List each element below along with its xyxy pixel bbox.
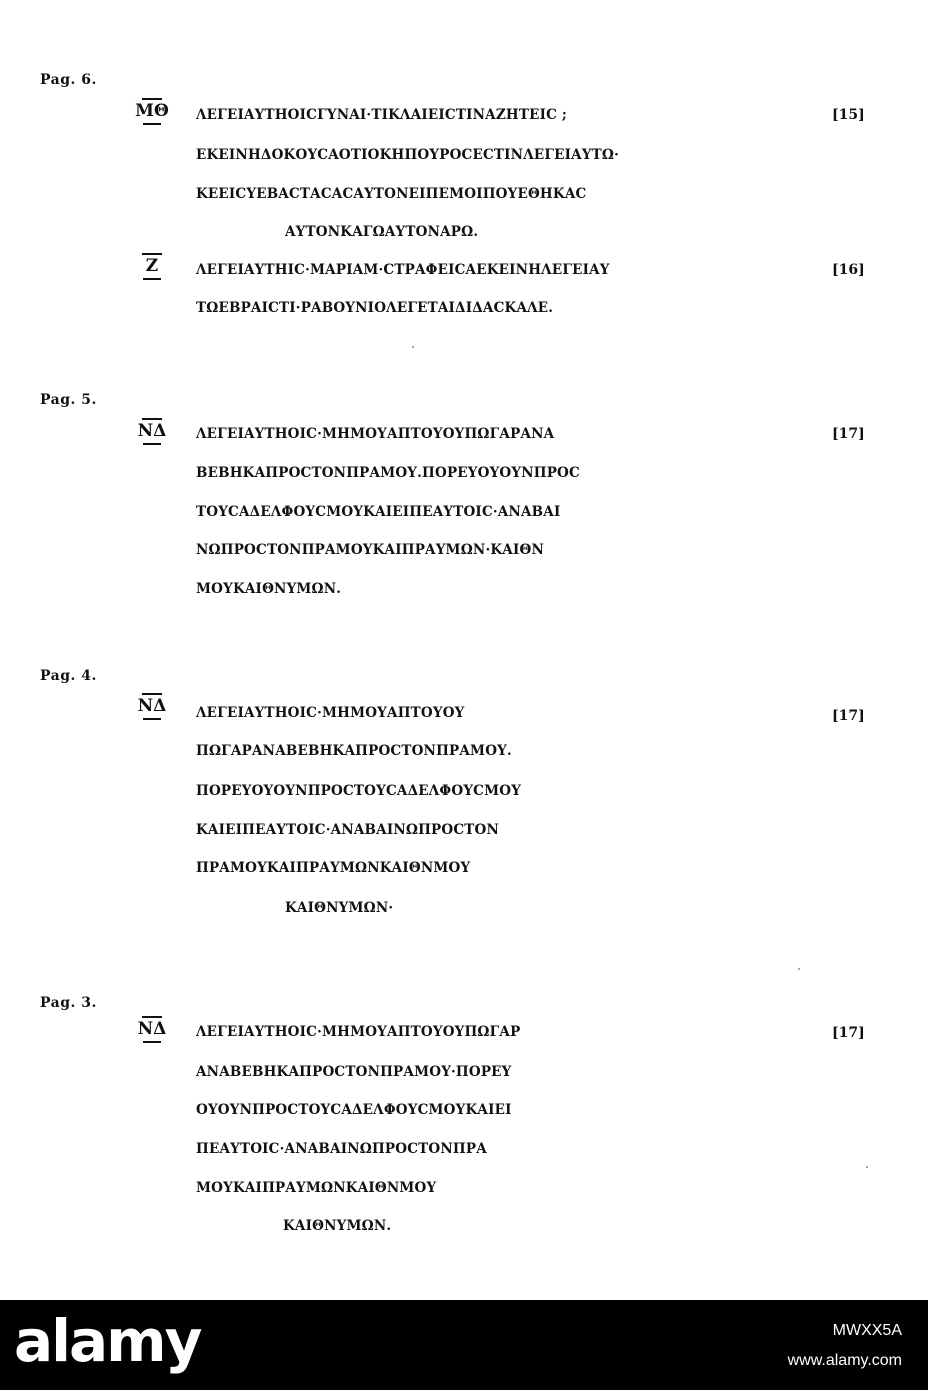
text-line: ΠΕΑΥΤΟΙϹ·ΑΝΑΒΑΙΝΩΠΡΟϹΤΟΝΠΡΑ [196, 1141, 487, 1157]
section-marker: Ζ [130, 253, 174, 280]
text-line: ΜΟΥΚΑΙΘΝΥΜΩΝ. [196, 581, 342, 597]
text-line: ΤΩΕΒΡΑΙϹΤΙ·ΡΑΒΟΥΝΙΟΛΕΓΕΤΑΙΔΙΔΑϹΚΑΛΕ. [196, 300, 554, 316]
text-line: ΚΑΙΕΙΠΕΑΥΤΟΙϹ·ΑΝΑΒΑΙΝΩΠΡΟϹΤΟΝ [196, 822, 500, 838]
scan-speck [412, 346, 414, 348]
text-line: ΠΩΓΑΡΑΝΑΒΕΒΗΚΑΠΡΟϹΤΟΝΠΡΑΜΟΥ. [196, 743, 512, 759]
section-marker: ΝΔ [130, 418, 174, 445]
text-line: ΜΟΥΚΑΙΠΡΑΥΜΩΝΚΑΙΘΝΜΟΥ [196, 1180, 437, 1196]
page-label-6: Pag. 6. [40, 72, 97, 88]
text-line: ΛΕΓΕΙΑΥΤΗΟΙϹ·ΜΗΜΟΥΑΠΤΟΥΟΥ [196, 705, 465, 721]
text-line: ΟΥΟΥΝΠΡΟϹΤΟΥϹΑΔΕΛΦΟΥϹΜΟΥΚΑΙΕΙ [196, 1102, 512, 1118]
image-code: MWXX5A [832, 1322, 902, 1339]
text-line: ΤΟΥϹΑΔΕΛΦΟΥϹΜΟΥΚΑΙΕΙΠΕΑΥΤΟΙϹ·ΑΝΑΒΑΙ [196, 504, 561, 520]
page-label-3: Pag. 3. [40, 995, 97, 1011]
verse-number: [17] [832, 1025, 865, 1041]
text-line: ΚΑΙΘΝΥΜΩΝ· [285, 900, 394, 916]
text-line: ΑΥΤΟΝΚΑΓΩΑΥΤΟΝΑΡΩ. [285, 224, 479, 240]
text-line: ΛΕΓΕΙΑΥΤΗΙϹ·ΜΑΡΙΑΜ·ϹΤΡΑΦΕΙϹΑΕΚΕΙΝΗΛΕΓΕΙΑΥ [196, 262, 610, 278]
verse-number: [17] [832, 708, 865, 724]
page-label-5: Pag. 5. [40, 392, 97, 408]
text-line: ΕΚΕΙΝΗΔΟΚΟΥϹΑΟΤΙΟΚΗΠΟΥΡΟϹΕϹΤΙΝΛΕΓΕΙΑΥΤΩ· [196, 147, 620, 163]
stock-watermark-bar [0, 1300, 928, 1390]
section-marker: ΜΘ [130, 98, 174, 125]
scan-speck [798, 968, 800, 970]
page-label-4: Pag. 4. [40, 668, 97, 684]
text-line: ΝΩΠΡΟϹΤΟΝΠΡΑΜΟΥΚΑΙΠΡΑΥΜΩΝ·ΚΑΙΘΝ [196, 542, 544, 558]
verse-number: [17] [832, 426, 865, 442]
text-line: ΚΕΕΙϹΥΕΒΑϹΤΑϹΑϹΑΥΤΟΝΕΙΠΕΜΟΙΠΟΥΕΘΗΚΑϹ [196, 186, 587, 202]
section-marker: ΝΔ [130, 1016, 174, 1043]
text-line: ΠΟΡΕΥΟΥΟΥΝΠΡΟϹΤΟΥϹΑΔΕΛΦΟΥϹΜΟΥ [196, 783, 522, 799]
verse-number: [16] [832, 262, 865, 278]
text-line: ΛΕΓΕΙΑΥΤΗΟΙϹ·ΜΗΜΟΥΑΠΤΟΥΟΥΠΩΓΑΡ [196, 1024, 521, 1040]
site-url: www.alamy.com [787, 1352, 902, 1369]
alamy-logo: alamy [14, 1307, 201, 1375]
text-line: ΒΕΒΗΚΑΠΡΟϹΤΟΝΠΡΑΜΟΥ.ΠΟΡΕΥΟΥΟΥΝΠΡΟϹ [196, 465, 580, 481]
text-line: ΛΕΓΕΙΑΥΤΗΟΙϹΓΥΝΑΙ·ΤΙΚΛΑΙΕΙϹΤΙΝΑΖΗΤΕΙϹ ; [196, 107, 568, 123]
text-line: ΚΑΙΘΝΥΜΩΝ. [283, 1218, 392, 1234]
text-line: ΑΝΑΒΕΒΗΚΑΠΡΟϹΤΟΝΠΡΑΜΟΥ·ΠΟΡΕΥ [196, 1064, 512, 1080]
text-line: ΠΡΑΜΟΥΚΑΙΠΡΑΥΜΩΝΚΑΙΘΝΜΟΥ [196, 860, 471, 876]
section-marker: ΝΔ [130, 693, 174, 720]
text-line: ΛΕΓΕΙΑΥΤΗΟΙϹ·ΜΗΜΟΥΑΠΤΟΥΟΥΠΩΓΑΡΑΝΑ [196, 426, 555, 442]
verse-number: [15] [832, 107, 865, 123]
scan-speck [866, 1166, 868, 1168]
